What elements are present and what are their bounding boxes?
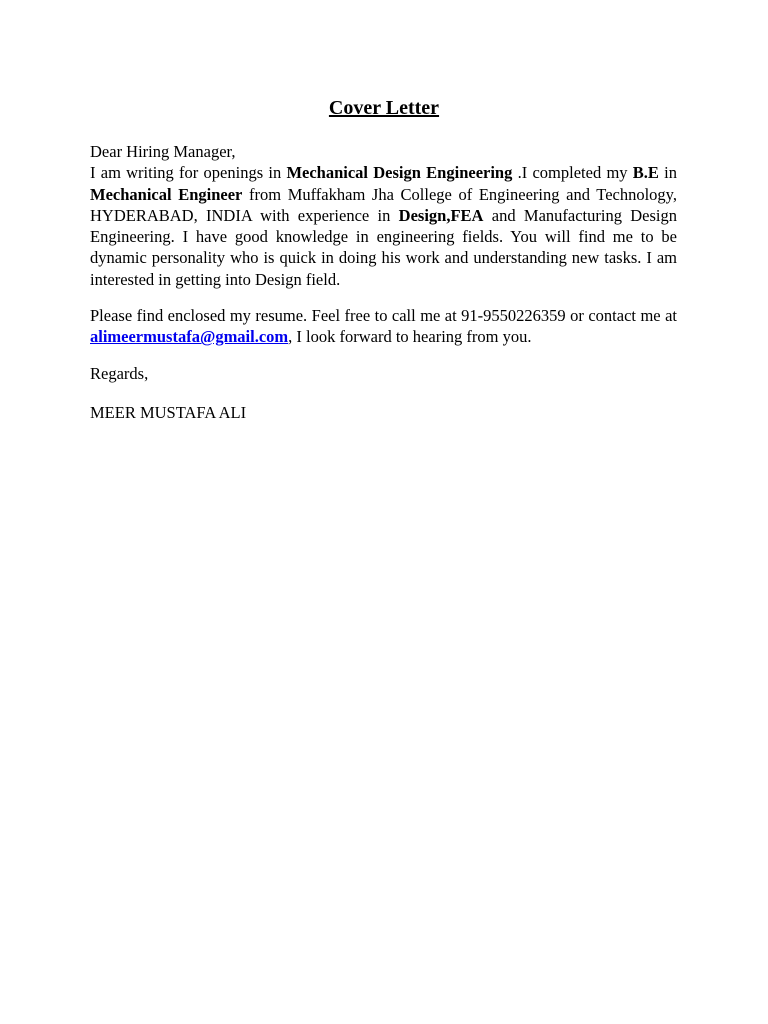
salutation: Dear Hiring Manager,: [90, 142, 236, 161]
contact-paragraph: [90, 305, 677, 348]
intro-paragraph: [90, 162, 677, 290]
degree: B.E: [632, 163, 659, 183]
contact-text-2: , I look forward to hearing from you.: [288, 327, 532, 347]
intro-text-3: in: [658, 163, 678, 183]
intro-text-4: from Muffakham Jha College of Engineering and Technology, HYDERABAD, INDIA with experience in: [90, 184, 677, 225]
contact-text-1: Please find enclosed my resume. Feel free to call me at 91-9550226359 or contact me at: [90, 306, 677, 326]
major: Mechanical Engineer: [90, 184, 243, 204]
intro-text-5: and Manufacturing Design Engineering. I have good knowledge in engineering fields. You will find me to be dynamic personality who is quick in doing his work and understanding new tasks. I am interested in getting into Design field.: [90, 205, 677, 289]
letter-body: [90, 141, 677, 423]
intro-text-1: I am writing for openings in: [90, 163, 287, 183]
intro-text-2: .I completed my: [512, 163, 633, 183]
experience-areas: Design,FEA: [398, 205, 484, 225]
email-link[interactable]: alimeermustafa@gmail.com: [90, 327, 289, 347]
letter-title: Cover Letter: [328, 97, 440, 119]
target-role: Mechanical Design Engineering: [286, 163, 513, 183]
closing: Regards,: [90, 363, 149, 383]
signature-name: MEER MUSTAFA ALI: [90, 402, 247, 422]
